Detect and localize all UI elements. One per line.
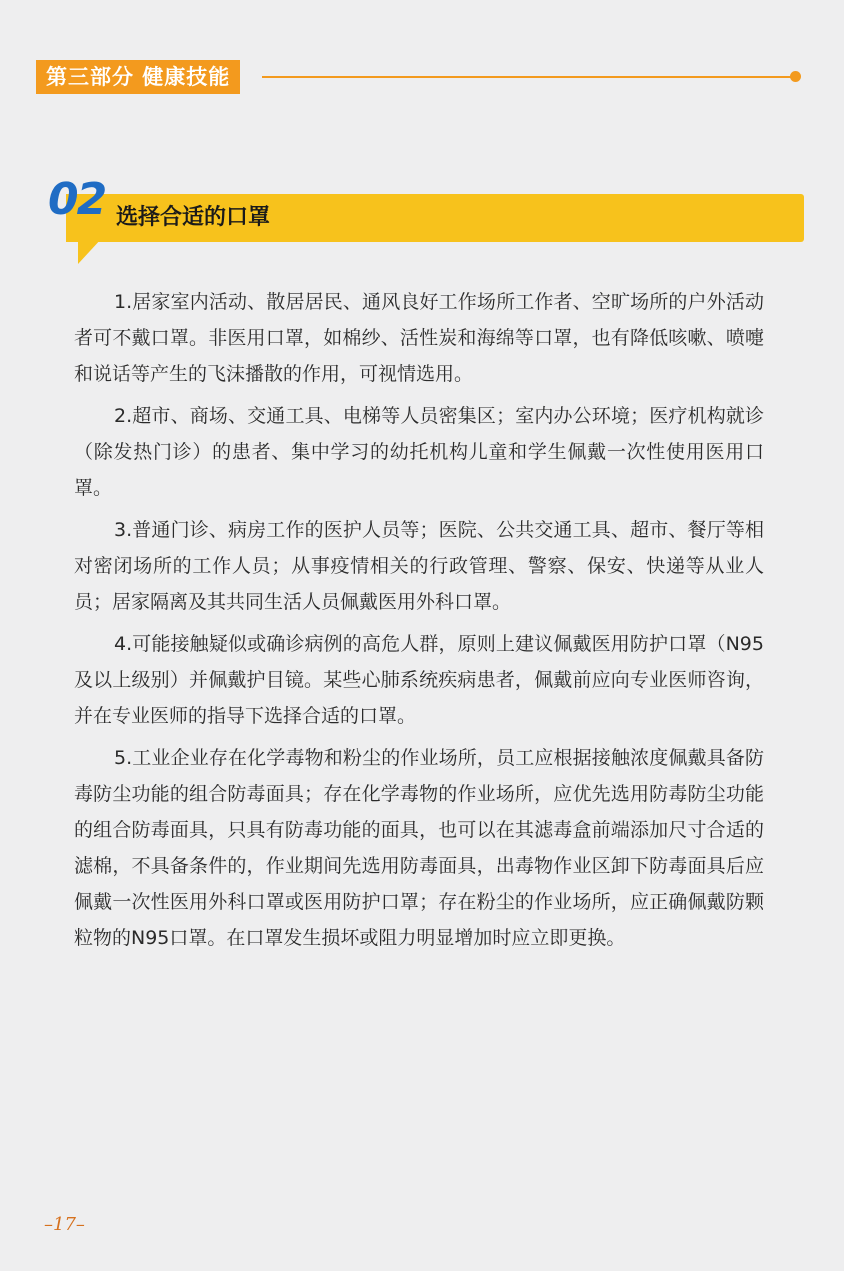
section-divider-line bbox=[262, 76, 794, 78]
page-title: 选择合适的口罩 bbox=[116, 205, 271, 230]
body-content bbox=[74, 284, 764, 962]
paragraph-2: 2.超市、商场、交通工具、电梯等人员密集区；室内办公环境；医疗机构就诊（除发热门诊）的患者、集中学习的幼托机构儿童和学生佩戴一次性使用医用口罩。 bbox=[74, 405, 764, 499]
title-banner bbox=[48, 172, 808, 268]
section-label: 第三部分 健康技能 bbox=[36, 60, 240, 94]
paragraph-3: 3.普通门诊、病房工作的医护人员等；医院、公共交通工具、超市、餐厅等相对密闭场所的工作人员；从事疫情相关的行政管理、警察、保安、快递等从业人员；居家隔离及其共同生活人员佩戴医用外科口罩。 bbox=[74, 519, 764, 613]
section-divider-dot bbox=[790, 71, 801, 82]
paragraph-5: 5.工业企业存在化学毒物和粉尘的作业场所，员工应根据接触浓度佩戴具备防毒防尘功能的组合防毒面具；存在化学毒物的作业场所，应优先选用防毒防尘功能的组合防毒面具，只具有防毒功能的面具，也可以在其滤毒盒前端添加尺寸合适的滤棉，不具备条件的，作业期间先选用防毒面具，出毒物作业区卸下防毒面具后应佩戴一次性医用外科口罩或医用防护口罩；存在粉尘的作业场所，应正确佩戴防颗粒物的N95口罩。在口罩发生损坏或阻力明显增加时应立即更换。 bbox=[74, 747, 764, 949]
page-number: –17– bbox=[44, 1214, 85, 1235]
speech-bubble-tail bbox=[78, 238, 102, 264]
title-number: 02 bbox=[48, 174, 106, 225]
section-header bbox=[36, 60, 806, 94]
paragraph-4: 4.可能接触疑似或确诊病例的高危人群，原则上建议佩戴医用防护口罩（N95及以上级别）并佩戴护目镜。某些心肺系统疾病患者，佩戴前应向专业医师咨询，并在专业医师的指导下选择合适的口罩。 bbox=[74, 633, 764, 727]
paragraph-1: 1.居家室内活动、散居居民、通风良好工作场所工作者、空旷场所的户外活动者可不戴口罩。非医用口罩，如棉纱、活性炭和海绵等口罩，也有降低咳嗽、喷嚏和说话等产生的飞沫播散的作用，可视情选用。 bbox=[74, 291, 764, 385]
